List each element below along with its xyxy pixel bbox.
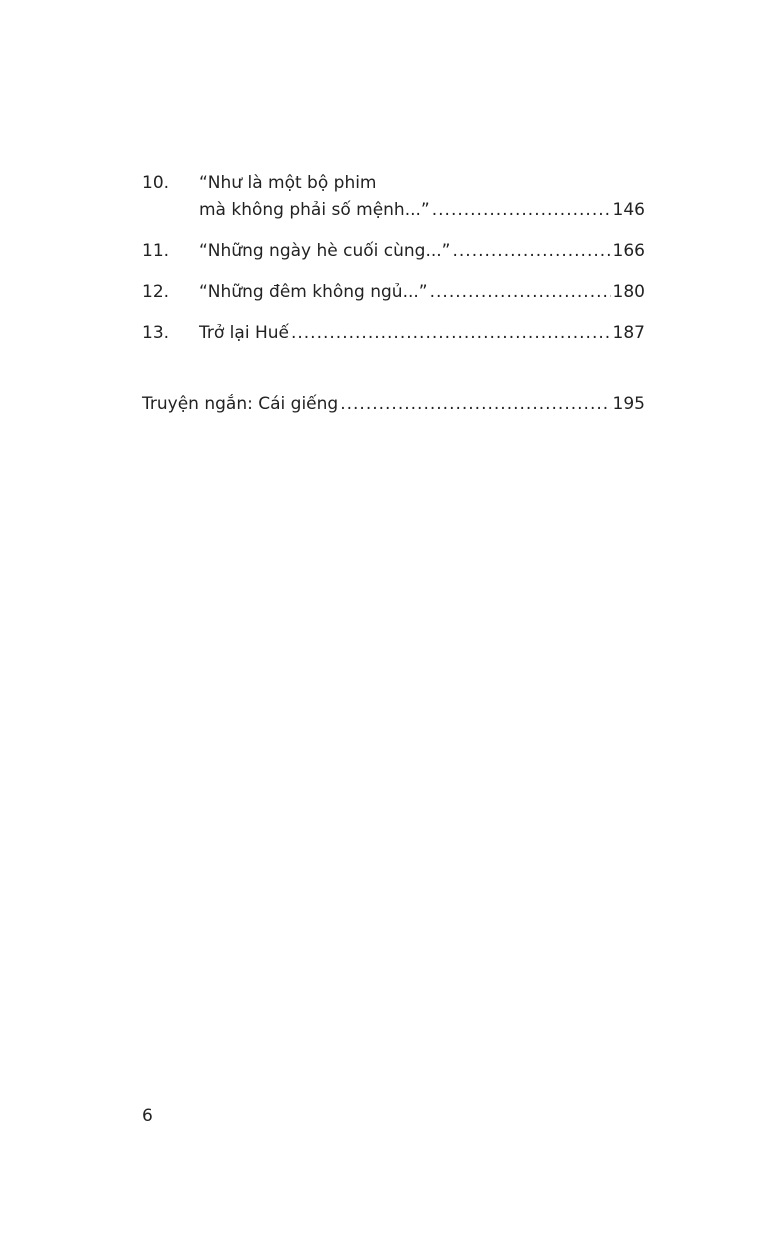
page-number: 6 [142,1106,153,1126]
toc-entry-number: 13. [142,323,170,343]
toc-entry-short-story [142,391,645,418]
toc-entry-body [199,279,645,306]
toc-entry-page: 195 [612,394,645,414]
toc-entry-13 [142,320,645,347]
toc-entry-leader [199,238,645,265]
toc-entry-page: 180 [612,282,645,302]
toc-entry-title: “Những đêm không ngủ...” [199,282,428,302]
dot-leader [430,279,611,306]
toc-entry-number: 10. [142,173,170,193]
toc-entry-body [199,320,645,347]
toc-entry-leader [199,197,645,224]
toc-entry-11 [142,238,645,265]
toc-entry-12 [142,279,645,306]
toc-entry-number: 11. [142,241,170,261]
toc-entry-leader [199,279,645,306]
dot-leader [340,391,610,418]
toc-entry-title: Truyện ngắn: Cái giếng [142,394,339,414]
dot-leader [452,238,610,265]
toc-entry-body [199,238,645,265]
toc-entry-body [199,170,645,224]
toc-entry-title-line1: “Như là một bộ phim [199,173,377,193]
toc-entry-page: 187 [612,323,645,343]
toc-entry-leader [199,320,645,347]
toc-entry-10 [142,170,645,224]
toc-entry-number: 12. [142,282,170,302]
toc-entry-page: 166 [612,241,645,261]
toc-entry-title: Trở lại Huế [199,323,289,343]
toc-entry-page: 146 [612,200,645,220]
toc-entry-title: “Những ngày hè cuối cùng...” [199,241,451,261]
dot-leader [291,320,611,347]
dot-leader [432,197,611,224]
table-of-contents [142,170,645,418]
toc-entry-title-line2: mà không phải số mệnh...” [199,200,430,220]
